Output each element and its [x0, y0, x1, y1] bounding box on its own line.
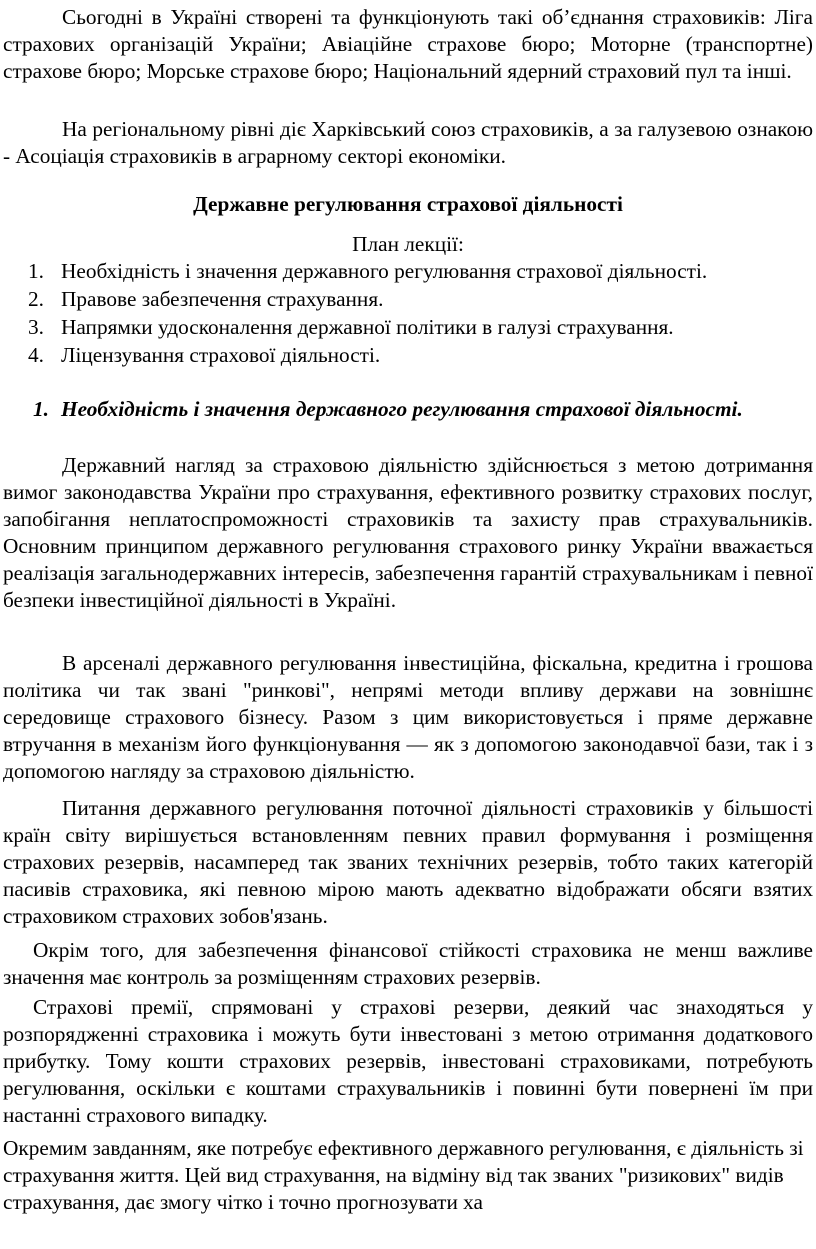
plan-item-number: 4.: [28, 343, 44, 367]
body-paragraph: Державний нагляд за страховою діяльністю здійснюється з метою дотримання вимог законодавства України про страхування, ефективного розвитку страхових послуг, запобігання неплатоспроможності страховиків та захисту прав страхувальників. Основним принципом державного регулювання страхового ринку України вважається реалізація загальнодержавних інтересів, забезпечення гарантій страхувальникам і певної безпеки інвестиційної діяльності в Україні.: [3, 453, 813, 612]
body-paragraph: В арсеналі державного регулювання інвестиційна, фіскальна, кредитна і грошова політика чи так звані "ринкові", непрямі методи впливу держави на зовнішнє середовище страхового бізнесу. Разом з цим використовується і пряме державне втручання в механізм його функціонування — як з допомогою законодавчої бази, так і з допомогою нагляду за страховою діяльністю.: [3, 651, 813, 783]
plan-item-text: Правове забезпечення страхування.: [61, 287, 384, 311]
plan-item: [0, 258, 816, 286]
section-number: 1.: [33, 397, 49, 421]
plan-item-number: 1.: [28, 259, 44, 283]
plan-item-number: 3.: [28, 315, 44, 339]
plan-title: План лекції:: [352, 232, 464, 256]
plan-item-text: Необхідність і значення державного регулювання страхової діяльності.: [61, 259, 708, 283]
plan-item: [0, 342, 816, 370]
body-paragraph: Окремим завданням, яке потребує ефективного державного регулювання, є діяльність зі страхування життя. Цей вид страхування, на відміну від так званих "ризикових" видів страхування, дає змогу чітко і точно прогнозувати ха: [3, 1136, 804, 1214]
section-main-heading: Державне регулювання страхової діяльності: [193, 192, 623, 216]
plan-list: [0, 258, 816, 370]
plan-item-text: Напрямки удосконалення державної політики в галузі страхування.: [61, 315, 674, 339]
plan-item: [0, 286, 816, 314]
body-paragraph: Страхові премії, спрямовані у страхові резерви, деякий час знаходяться у розпорядженні страховика і можуть бути інвестовані з метою отримання додаткового прибутку. Тому кошти страхових резервів, інвестовані страховиками, потребують регулювання, оскільки є коштами страхувальників і повинні бути повернені їм при настанні страхового випадку.: [3, 995, 813, 1127]
body-paragraph: Питання державного регулювання поточної діяльності страховиків у більшості країн світу вирішується встановленням певних правил формування і розміщення страхових резервів, насамперед так званих технічних резервів, тобто таких категорій пасивів страховика, які певною мірою мають адекватно відображати обсяги взятих страховиком страхових зобов'язань.: [3, 796, 813, 928]
plan-item: [0, 314, 816, 342]
plan-item-text: Ліцензування страхової діяльності.: [61, 343, 381, 367]
section-title: Необхідність і значення державного регулювання страхової діяльності.: [61, 397, 743, 421]
body-paragraph: Окрім того, для забезпечення фінансової стійкості страховика не менш важливе значення має контроль за розміщенням страхових резервів.: [3, 938, 813, 989]
plan-item-number: 2.: [28, 287, 44, 311]
intro-paragraph: Сьогодні в Україні створені та функціонують такі об’єднання страховиків: Ліга страхових організацій України; Авіаційне страхове бюро; Моторне (транспортне) страхове бюро; Морське страхове бюро; Національний ядерний страховий пул та інші.: [3, 5, 813, 83]
section-heading: [0, 396, 813, 423]
intro-paragraph: На регіональному рівні діє Харківський союз страховиків, а за галузевою ознакою - Асоціація страховиків в аграрному секторі економіки.: [3, 117, 813, 168]
